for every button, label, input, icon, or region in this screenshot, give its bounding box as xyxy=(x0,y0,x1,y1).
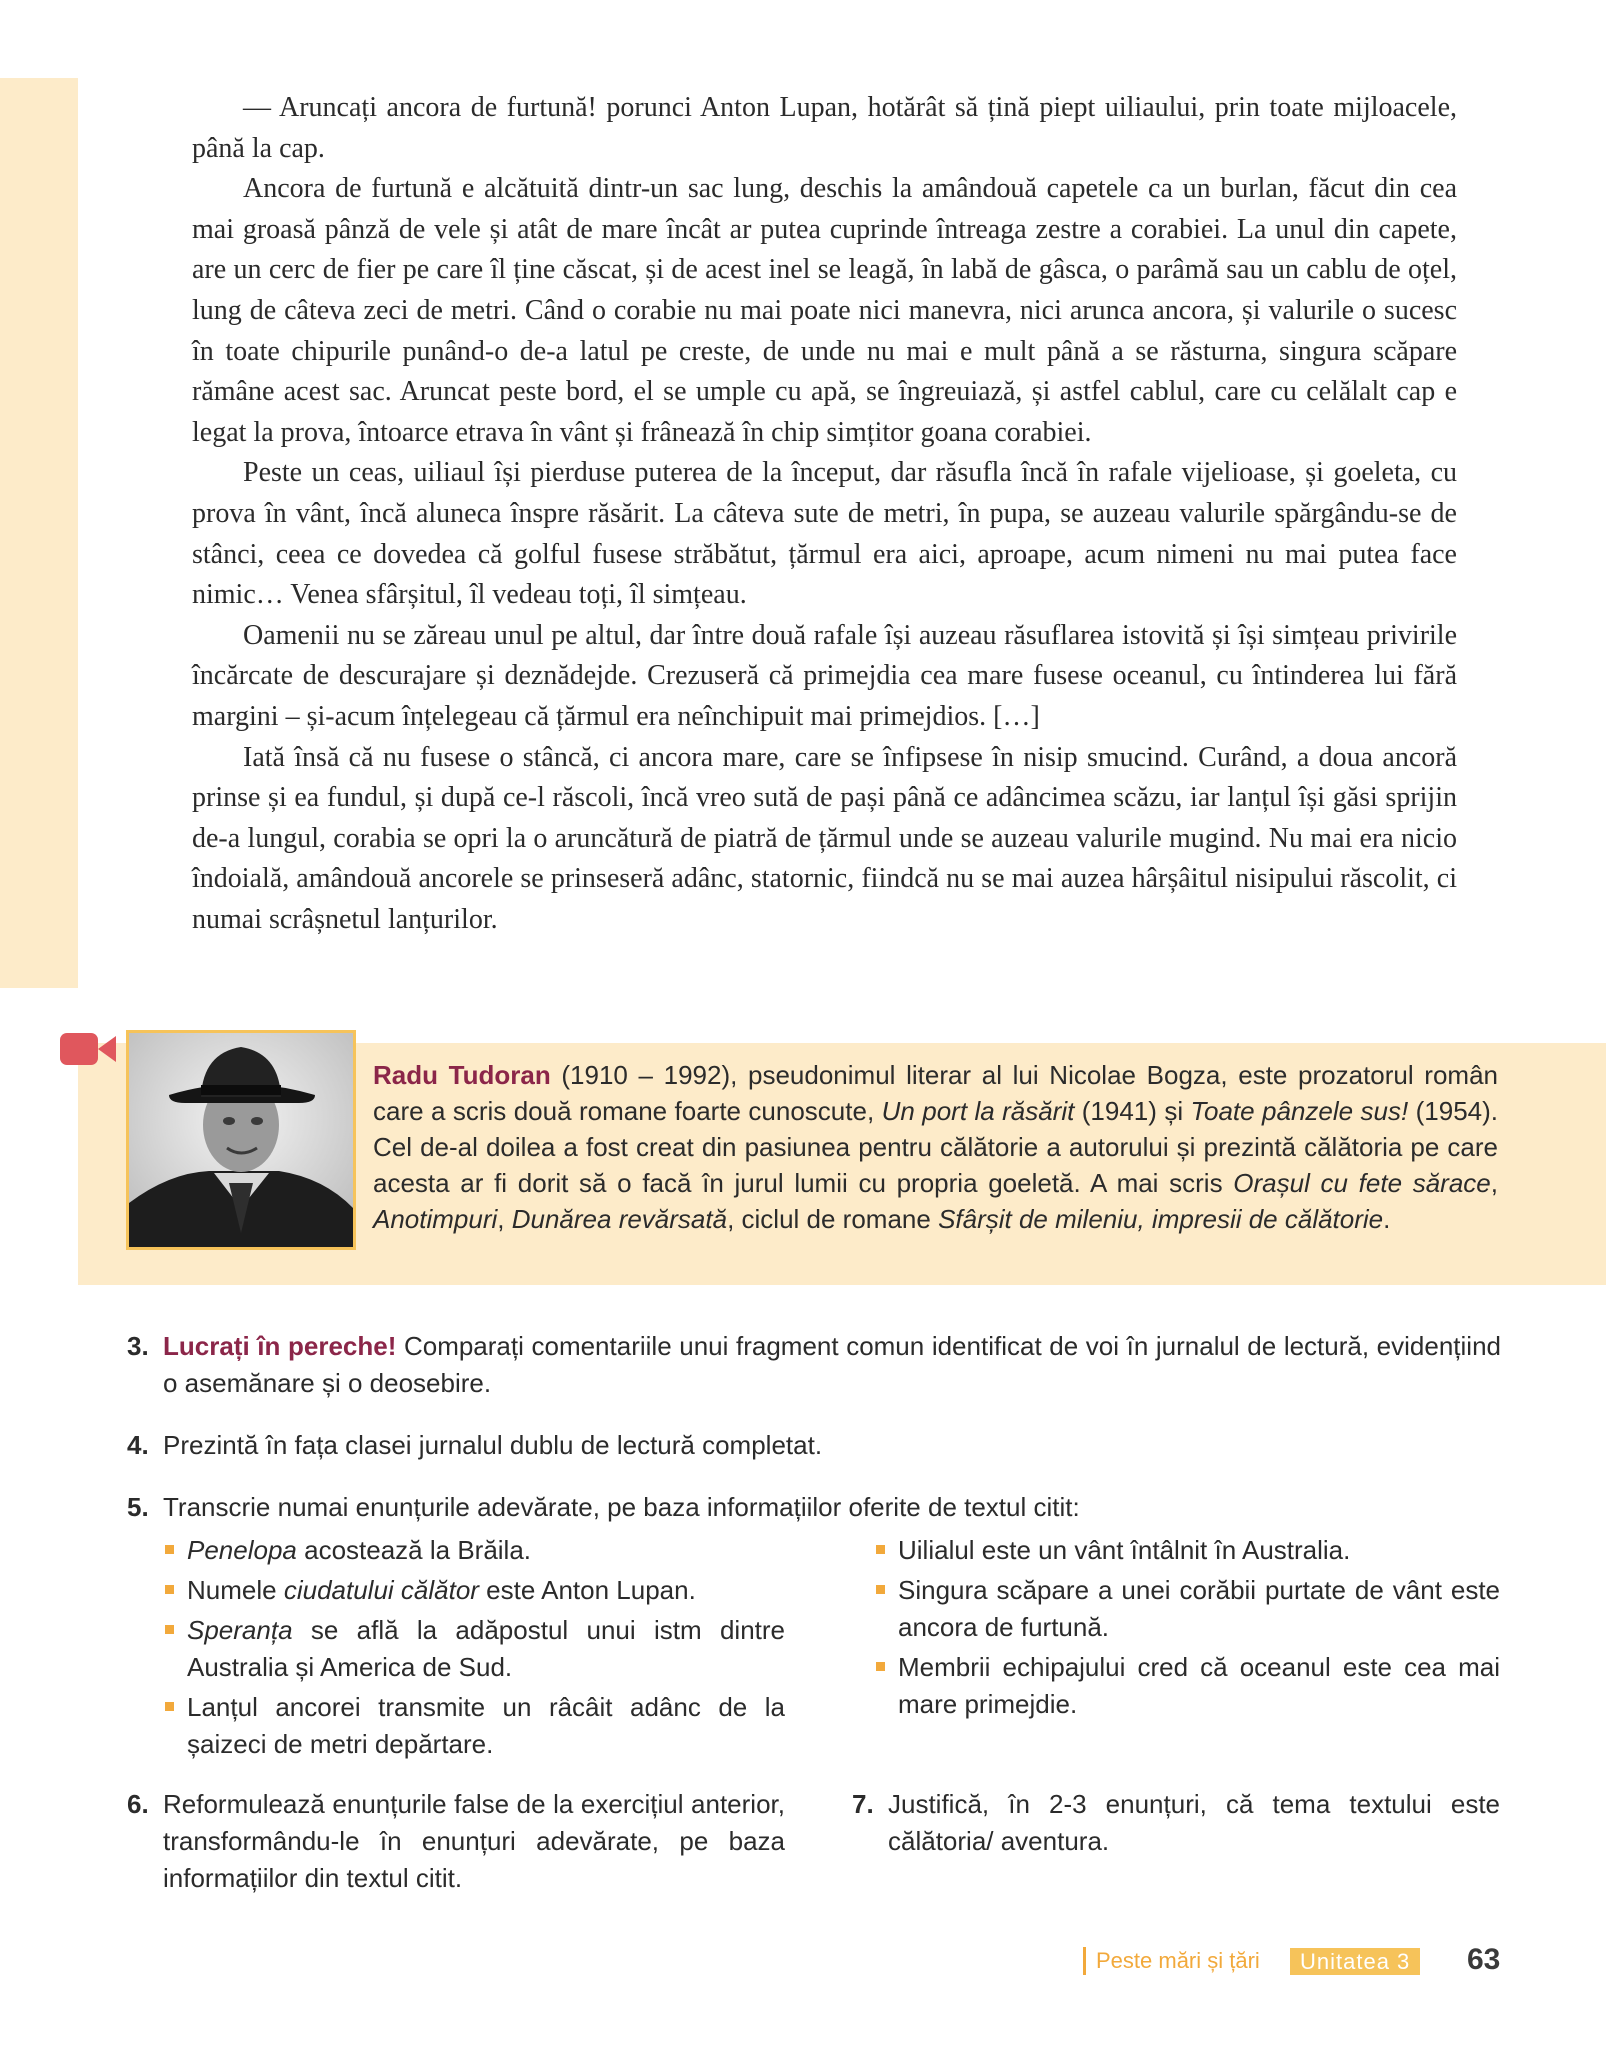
reading-paragraph: Ancora de furtună e alcătuită dintr-un sac lung, deschis la amândouă capetele ca un burlan, făcut din cea mai groasă pânză de vele și atât de mare încât ar putea cuprinde întreaga zestre a corabiei. La unul din capete, are un cerc de fier pe care îl ține căscat, și de acest inel se leagă, în labă de gâsca, o parâmă sau un cablu de oțel, lung de câteva zeci de metri. Când o corabie nu mai poate nici manevra, nici arunca ancora, și valurile o sucesc în toate chipurile punând-o de-a latul pe creste, de unde nu mai e mult până a se răsturna, singura scăpare rămâne acest sac. Aruncat peste bord, el se umple cu apă, se îngreuiază, și astfel cablul, care cu celălalt cap e legat la prova, întoarce etrava în vânt și frânează în chip simțitor goana corabiei. xyxy=(192,173,1457,448)
list-item-text: este Anton Lupan. xyxy=(478,1575,696,1605)
emphasis-text: ciudatului călător xyxy=(283,1575,479,1605)
reading-paragraph: Oamenii nu se zăreau unul pe altul, dar între două rafale își auzeau răsuflarea istovită și își simțeau privirile încărcate de descurajare și deznădejde. Crezuseră că primejdia cea mare fusese oceanul, cu întinderea lui fără margini – și-acum înțelegeau că țărmul era neînchipuit mai primejdios. […] xyxy=(192,619,1457,732)
bio-text-segment: , xyxy=(1490,1168,1498,1198)
bio-text-segment: (1954). Cel de-al doilea a fost creat din pasiunea pentru călătorie a autorului și prezintă călătoria pe care acesta ar fi dorit să o facă în jurul lumii cu propria goeletă. A mai scris xyxy=(373,1096,1498,1198)
ship-name: Speranța xyxy=(187,1615,293,1645)
author-portrait xyxy=(126,1030,356,1250)
bio-text-segment: (1941) și xyxy=(1074,1096,1191,1126)
reading-paragraph: Iată însă că nu fusese o stâncă, ci ancora mare, care se înfipsese în nisip smucind. Curând, a doua ancoră prinse și ea fundul, și după ce-l răscoli, încă vreo sută de pași până ce adâncimea scăzu, iar lanțul își găsi sprijin de-a lungul, corabia se opri la o aruncătură de piatră de țărmul unde se auzeau valurile mugind. Nu mai era nicio îndoială, amândouă ancorele se prinseseră adânc, statornic, fiindcă nu se mai auzea hârșâitul nisipului răscolit, ci numai scrâșnetul lanțurilor. xyxy=(192,741,1457,935)
exercise-text: Comparați comentariile unui fragment comun identificat de voi în jurnalul de lectură, evidențiind o asemănare și o deosebire. xyxy=(163,1331,1501,1398)
side-decor-band xyxy=(0,78,78,988)
exercise-number: 3. xyxy=(127,1331,149,1361)
exercise-7 xyxy=(852,1786,1500,1860)
exercise-number: 4. xyxy=(127,1430,149,1460)
book-title: Dunărea revărsată xyxy=(511,1204,728,1234)
true-false-list-right xyxy=(874,1532,1500,1726)
book-title: Anotimpuri xyxy=(373,1204,498,1234)
list-item xyxy=(163,1532,785,1569)
exercise-number: 7. xyxy=(852,1789,874,1819)
reading-paragraph: — Aruncați ancora de furtună! porunci Anton Lupan, hotărât să țină piept uiliaului, prin toate mijloacele, până la cap. xyxy=(192,92,1457,164)
exercise-4 xyxy=(127,1427,1501,1464)
bio-text-segment: (1910 – 1992), pseudonimul literar al lui Nicolae Bogza, este prozatorul român care a scris două romane foarte cunoscute, xyxy=(373,1060,1499,1126)
book-title: Orașul cu fete sărace xyxy=(1233,1168,1491,1198)
bio-text-segment: , xyxy=(497,1204,512,1234)
exercise-5 xyxy=(127,1489,1501,1526)
book-title: Sfârșit de mileniu, impresii de călătorie xyxy=(938,1204,1384,1234)
exercise-text: Justifică, în 2-3 enunțuri, că tema textului este călătoria/ aventura. xyxy=(888,1789,1500,1856)
reading-paragraph: Peste un ceas, uiliaul își pierduse puterea de la început, dar răsufla încă în rafale vijelioase, și goeleta, cu prova în vânt, încă aluneca înspre răsărit. La câteva sute de metri, în pupa, se auzeau valurile spărgându-se de stânci, ceea ce dovedea că golful fusese străbătut, țărmul era aici, aproape, acum nimeni nu mai putea face nimic… Venea sfârșitul, îl vedeau toți, îl simțeau. xyxy=(192,457,1457,611)
list-item: Membrii echipajului cred că oceanul este cea mai mare primejdie. xyxy=(874,1649,1500,1723)
exercise-3 xyxy=(127,1328,1501,1402)
book-title: Un port la răsărit xyxy=(881,1096,1075,1126)
exercise-6 xyxy=(127,1786,785,1897)
exercise-number: 6. xyxy=(127,1789,149,1819)
video-camera-icon[interactable] xyxy=(60,1030,116,1068)
ship-name: Penelopa xyxy=(187,1535,297,1565)
true-false-list-left xyxy=(163,1532,785,1766)
exercise-number: 5. xyxy=(127,1492,149,1522)
reading-excerpt xyxy=(192,88,1457,940)
list-item-text: se află la adăpostul unui istm dintre Australia și America de Sud. xyxy=(187,1615,785,1682)
exercise-text: Prezintă în fața clasei jurnalul dublu de lectură completat. xyxy=(163,1430,823,1460)
bio-text-segment: , ciclul de romane xyxy=(727,1204,939,1234)
author-name: Radu Tudoran xyxy=(373,1060,551,1090)
list-item-text: Numele xyxy=(187,1575,284,1605)
pair-work-label: Lucrați în pereche! xyxy=(163,1331,397,1361)
bio-text-segment: . xyxy=(1383,1204,1391,1234)
list-item: Uilialul este un vânt întâlnit în Australia. xyxy=(874,1532,1500,1569)
list-item-text: Lanțul ancorei transmite un râcâit adânc de la șaizeci de metri depărtare. xyxy=(187,1692,785,1759)
footer-divider xyxy=(1083,1947,1086,1975)
page-number: 63 xyxy=(1467,1943,1501,1976)
unit-badge: Unitatea 3 xyxy=(1290,1948,1420,1975)
list-item: Singura scăpare a unei corăbii purtate de vânt este ancora de furtună. xyxy=(874,1572,1500,1646)
list-item xyxy=(163,1612,785,1686)
exercise-text: Reformulează enunțurile false de la exercițiul anterior, transformându-le în enunțuri adevărate, pe baza informațiilor din textul citit. xyxy=(163,1789,785,1893)
chapter-title: Peste mări și țări xyxy=(1096,1948,1260,1973)
list-item xyxy=(163,1572,785,1609)
list-item-text: acostează la Brăila. xyxy=(296,1535,532,1565)
list-item xyxy=(163,1689,785,1763)
book-title: Toate pânzele sus! xyxy=(1190,1096,1409,1126)
author-bio-text xyxy=(373,1057,1498,1237)
exercise-text: Transcrie numai enunțurile adevărate, pe baza informațiilor oferite de textul citit: xyxy=(163,1492,1080,1522)
